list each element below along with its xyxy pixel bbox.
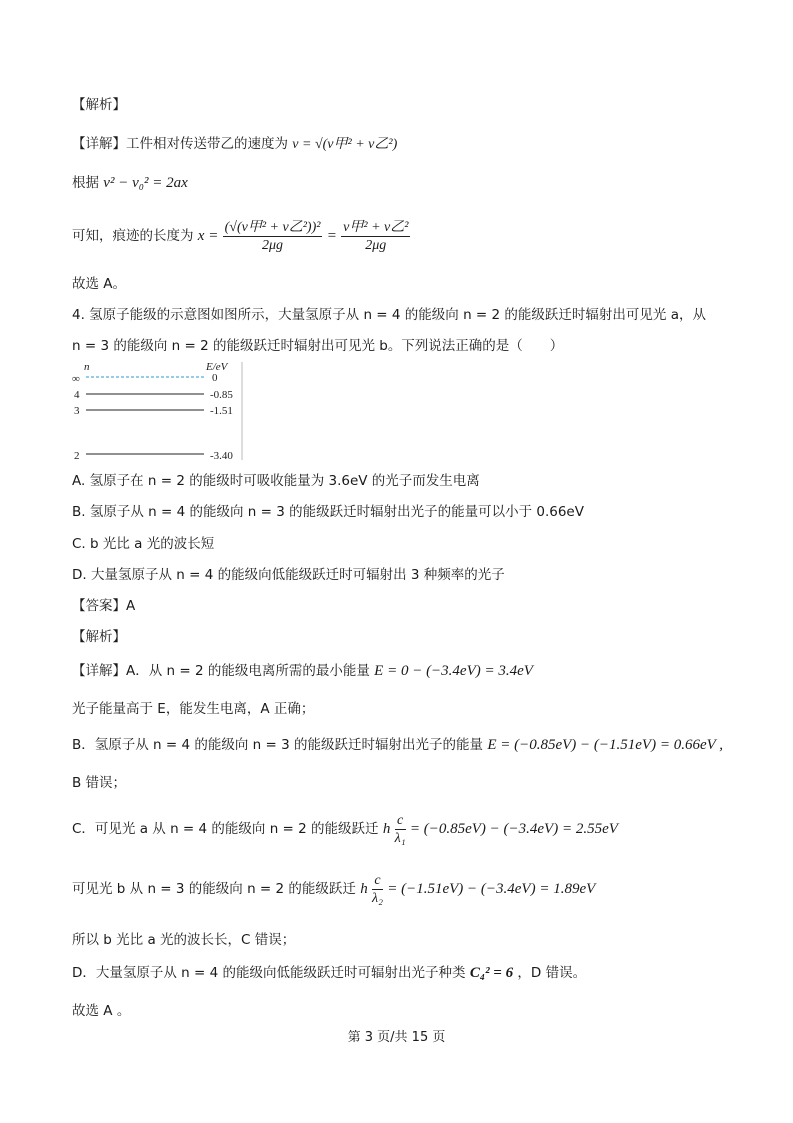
choose-a-1: 故选 A。 — [72, 276, 127, 292]
question-4-line-2: n = 3 的能级向 n = 2 的能级跃迁时辐射出可见光 b。下列说法正确的是（ ） — [72, 338, 564, 354]
detail-c3: 所以 b 光比 a 光的波长长，C 错误； — [72, 932, 296, 948]
level-2-n: 2 — [74, 450, 80, 462]
level-inf-e: 0 — [212, 372, 218, 384]
detail-c2-h: h — [360, 881, 368, 897]
detail-b-text: B．氢原子从 n = 4 的能级向 n = 3 的能级跃迁时辐射出光子的能量 — [72, 737, 484, 753]
level-3-n: 3 — [74, 405, 80, 417]
detail-c2 — [72, 871, 595, 907]
detail-c-rest: = (−0.85eV) − (−3.4eV) = 2.55eV — [409, 821, 618, 837]
detail-a-formula: E = 0 − (−3.4eV) = 3.4eV — [374, 663, 533, 679]
trace-text: 可知，痕迹的长度为 — [72, 228, 194, 244]
detail-a-line-2: 光子能量高于 E，能发生电离，A 正确； — [72, 701, 315, 717]
trace-frac-2 — [341, 219, 410, 254]
detail-c2-num: c — [372, 872, 383, 890]
detail-c-den: λ₁ — [394, 830, 406, 846]
trace-num-1: (√(v甲² + v乙²))² — [224, 219, 321, 235]
detail-d-text: D．大量氢原子从 n = 4 的能级向低能级跃迁时可辐射出光子种类 — [72, 965, 466, 981]
equals-sign: = — [326, 228, 337, 244]
level-4-e: -0.85 — [210, 389, 233, 401]
detail-c-h: h — [382, 821, 391, 837]
detail-c2-text: 可见光 b 从 n = 3 的能级向 n = 2 的能级跃迁 — [72, 881, 356, 897]
level-inf-n: ∞ — [72, 373, 80, 385]
level-4-n: 4 — [74, 389, 80, 401]
detail-a-text: 【详解】A．从 n = 2 的能级电离所需的最小能量 — [72, 663, 370, 679]
detail-d-formula: C₄² = 6 — [469, 965, 514, 981]
detail-c-frac — [395, 812, 406, 847]
trace-frac-1 — [223, 219, 323, 254]
option-c: C. b 光比 a 光的波长短 — [72, 536, 215, 552]
analysis-tag-1: 【解析】 — [72, 97, 126, 113]
detail-c-text: C．可见光 a 从 n = 4 的能级向 n = 2 的能级跃迁 — [72, 821, 379, 837]
option-d: D. 大量氢原子从 n = 4 的能级向低能级跃迁时可辐射出 3 种频率的光子 — [72, 567, 505, 583]
basis-line — [72, 174, 188, 192]
level-3-e: -1.51 — [210, 405, 233, 417]
detail-c2-den: λ₂ — [372, 890, 383, 906]
option-a: A. 氢原子在 n = 2 的能级时可吸收能量为 3.6eV 的光子而发生电离 — [72, 473, 480, 489]
basis-text: 根据 — [72, 175, 99, 191]
detail-a — [72, 662, 533, 680]
trace-lhs: x = — [197, 228, 219, 244]
detail-c — [72, 811, 618, 847]
detail-1-formula: v = √(v甲² + v乙²) — [292, 137, 398, 152]
choose-a-2: 故选 A 。 — [72, 1003, 131, 1019]
diagram-n-label: n — [84, 361, 90, 373]
detail-c2-frac — [372, 872, 383, 907]
diagram-e-label: E/eV — [206, 361, 228, 373]
page-footer: 第 3 页/共 15 页 — [347, 1030, 446, 1045]
option-b: B. 氢原子从 n = 4 的能级向 n = 3 的能级跃迁时辐射出光子的能量可以小于 0.66eV — [72, 504, 584, 520]
detail-b — [72, 736, 723, 754]
detail-c2-rest: = (−1.51eV) − (−3.4eV) = 1.89eV — [387, 881, 596, 897]
detail-b-line-2: B 错误； — [72, 775, 127, 791]
detail-1-text: 【详解】工件相对传送带乙的速度为 — [72, 136, 288, 152]
trace-den-2: 2μg — [365, 237, 387, 253]
trace-num-2: v甲² + v乙² — [343, 219, 409, 235]
detail-1 — [72, 135, 397, 154]
basis-formula: v² − v₀² = 2ax — [103, 175, 188, 191]
detail-d-suffix: ，D 错误。 — [517, 965, 587, 981]
detail-c-num: c — [395, 812, 406, 830]
trace-line — [72, 218, 410, 254]
trace-den-1: 2μg — [262, 237, 284, 253]
energy-level-diagram — [70, 358, 250, 464]
detail-b-formula: E = (−0.85eV) − (−1.51eV) = 0.66eV , — [487, 737, 724, 753]
answer: 【答案】A — [72, 598, 136, 614]
analysis-tag-2: 【解析】 — [72, 629, 126, 645]
detail-d — [72, 964, 586, 982]
question-4-line-1: 4. 氢原子能级的示意图如图所示，大量氢原子从 n = 4 的能级向 n = 2 的能级跃迁时辐射出可见光 a，从 — [72, 307, 706, 323]
level-2-e: -3.40 — [210, 450, 233, 462]
